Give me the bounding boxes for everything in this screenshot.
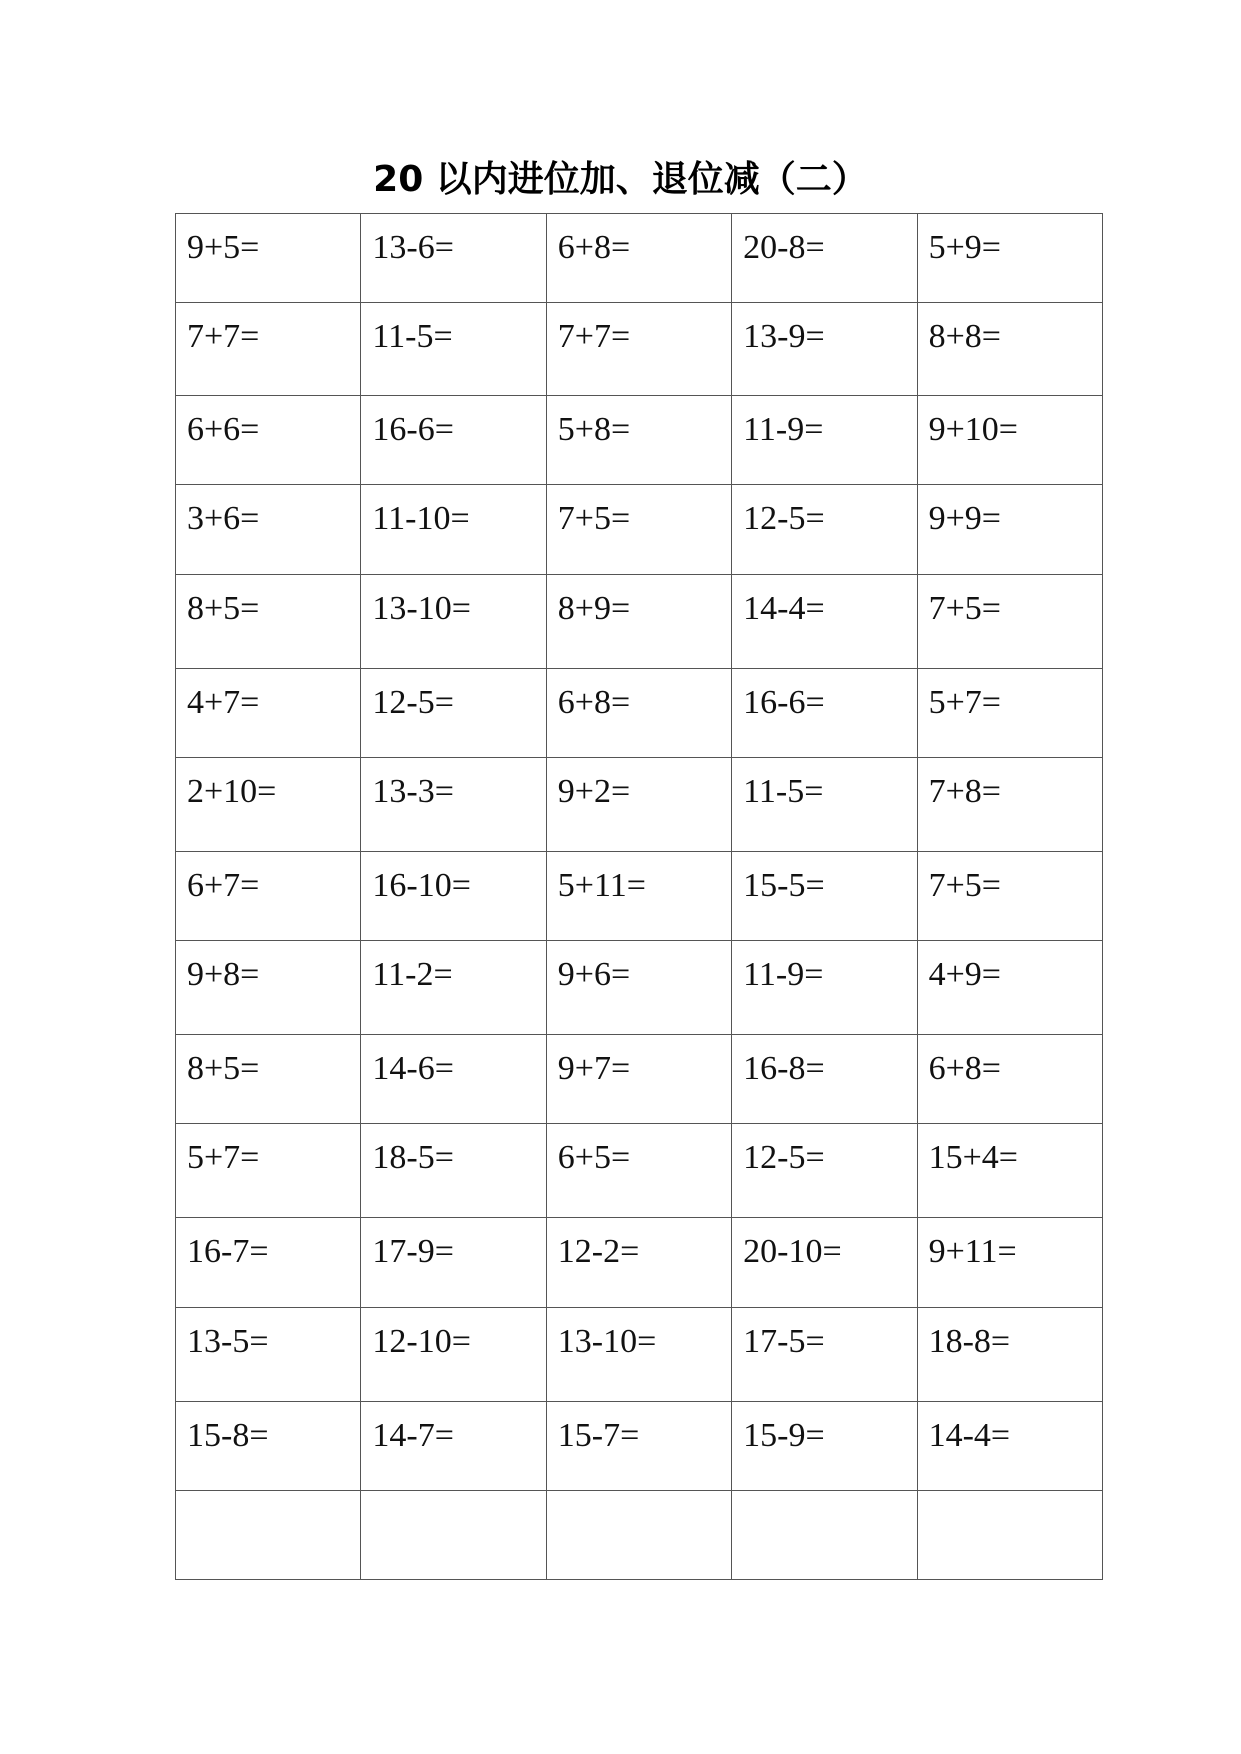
- problem-cell: 7+5=: [917, 574, 1102, 668]
- problem-cell: 8+8=: [917, 303, 1102, 396]
- problem-cell: 16-6=: [361, 396, 546, 485]
- problem-cell: 17-9=: [361, 1218, 546, 1307]
- problem-cell: 2+10=: [176, 757, 361, 851]
- problem-cell: 11-2=: [361, 941, 546, 1035]
- problem-cell: 11-5=: [361, 303, 546, 396]
- problem-cell: 13-3=: [361, 757, 546, 851]
- grid-row: [176, 485, 1103, 574]
- empty-cell: [732, 1490, 917, 1579]
- problem-cell: 6+8=: [546, 214, 731, 303]
- problem-cell: 18-8=: [917, 1307, 1102, 1401]
- problem-cell: 20-8=: [732, 214, 917, 303]
- problem-cell: 6+8=: [546, 668, 731, 757]
- empty-cell: [176, 1490, 361, 1579]
- problem-cell: 13-6=: [361, 214, 546, 303]
- grid-row: [176, 1035, 1103, 1124]
- problem-cell: 11-10=: [361, 485, 546, 574]
- problem-grid: [175, 213, 1103, 1580]
- problem-cell: 6+5=: [546, 1124, 731, 1218]
- problem-cell: 16-6=: [732, 668, 917, 757]
- problem-cell: 9+7=: [546, 1035, 731, 1124]
- problem-cell: 15+4=: [917, 1124, 1102, 1218]
- problem-cell: 6+6=: [176, 396, 361, 485]
- problem-cell: 3+6=: [176, 485, 361, 574]
- problem-cell: 11-9=: [732, 941, 917, 1035]
- problem-cell: 4+9=: [917, 941, 1102, 1035]
- problem-cell: 5+7=: [917, 668, 1102, 757]
- problem-cell: 6+7=: [176, 851, 361, 940]
- problem-cell: 9+9=: [917, 485, 1102, 574]
- grid-row: [176, 396, 1103, 485]
- grid-row: [176, 668, 1103, 757]
- problem-cell: 13-10=: [546, 1307, 731, 1401]
- problem-cell: 5+8=: [546, 396, 731, 485]
- problem-cell: 6+8=: [917, 1035, 1102, 1124]
- grid-row: [176, 1218, 1103, 1307]
- problem-cell: 7+7=: [176, 303, 361, 396]
- grid-row: [176, 214, 1103, 303]
- problem-cell: 12-5=: [361, 668, 546, 757]
- problem-cell: 7+8=: [917, 757, 1102, 851]
- problem-cell: 15-5=: [732, 851, 917, 940]
- problem-cell: 12-10=: [361, 1307, 546, 1401]
- problem-cell: 17-5=: [732, 1307, 917, 1401]
- problem-cell: 15-7=: [546, 1401, 731, 1490]
- problem-cell: 9+8=: [176, 941, 361, 1035]
- problem-cell: 9+5=: [176, 214, 361, 303]
- problem-cell: 9+11=: [917, 1218, 1102, 1307]
- grid-row: [176, 1124, 1103, 1218]
- problem-cell: 13-10=: [361, 574, 546, 668]
- problem-cell: 9+2=: [546, 757, 731, 851]
- empty-cell: [917, 1490, 1102, 1579]
- problem-cell: 5+7=: [176, 1124, 361, 1218]
- problem-cell: 12-5=: [732, 1124, 917, 1218]
- problem-cell: 8+5=: [176, 574, 361, 668]
- grid-row: [176, 941, 1103, 1035]
- grid-row-empty: [176, 1490, 1103, 1579]
- problem-cell: 8+5=: [176, 1035, 361, 1124]
- problem-cell: 8+9=: [546, 574, 731, 668]
- problem-cell: 7+5=: [546, 485, 731, 574]
- grid-row: [176, 1401, 1103, 1490]
- problem-cell: 13-5=: [176, 1307, 361, 1401]
- problem-cell: 7+7=: [546, 303, 731, 396]
- grid-row: [176, 303, 1103, 396]
- problem-cell: 14-4=: [917, 1401, 1102, 1490]
- grid-row: [176, 851, 1103, 940]
- problem-cell: 16-7=: [176, 1218, 361, 1307]
- problem-cell: 5+9=: [917, 214, 1102, 303]
- problem-cell: 11-5=: [732, 757, 917, 851]
- empty-cell: [546, 1490, 731, 1579]
- problem-cell: 4+7=: [176, 668, 361, 757]
- empty-cell: [361, 1490, 546, 1579]
- problem-cell: 9+6=: [546, 941, 731, 1035]
- problem-cell: 9+10=: [917, 396, 1102, 485]
- problem-cell: 15-9=: [732, 1401, 917, 1490]
- problem-cell: 16-8=: [732, 1035, 917, 1124]
- problem-cell: 18-5=: [361, 1124, 546, 1218]
- problem-cell: 13-9=: [732, 303, 917, 396]
- problem-cell: 12-2=: [546, 1218, 731, 1307]
- problem-cell: 20-10=: [732, 1218, 917, 1307]
- problem-cell: 11-9=: [732, 396, 917, 485]
- problem-cell: 12-5=: [732, 485, 917, 574]
- grid-row: [176, 757, 1103, 851]
- problem-cell: 14-7=: [361, 1401, 546, 1490]
- problem-cell: 16-10=: [361, 851, 546, 940]
- grid-row: [176, 1307, 1103, 1401]
- problem-cell: 7+5=: [917, 851, 1102, 940]
- problem-cell: 14-4=: [732, 574, 917, 668]
- worksheet-title: 20 以内进位加、退位减（二）: [373, 159, 868, 200]
- problem-cell: 15-8=: [176, 1401, 361, 1490]
- problem-cell: 5+11=: [546, 851, 731, 940]
- problem-cell: 14-6=: [361, 1035, 546, 1124]
- grid-row: [176, 574, 1103, 668]
